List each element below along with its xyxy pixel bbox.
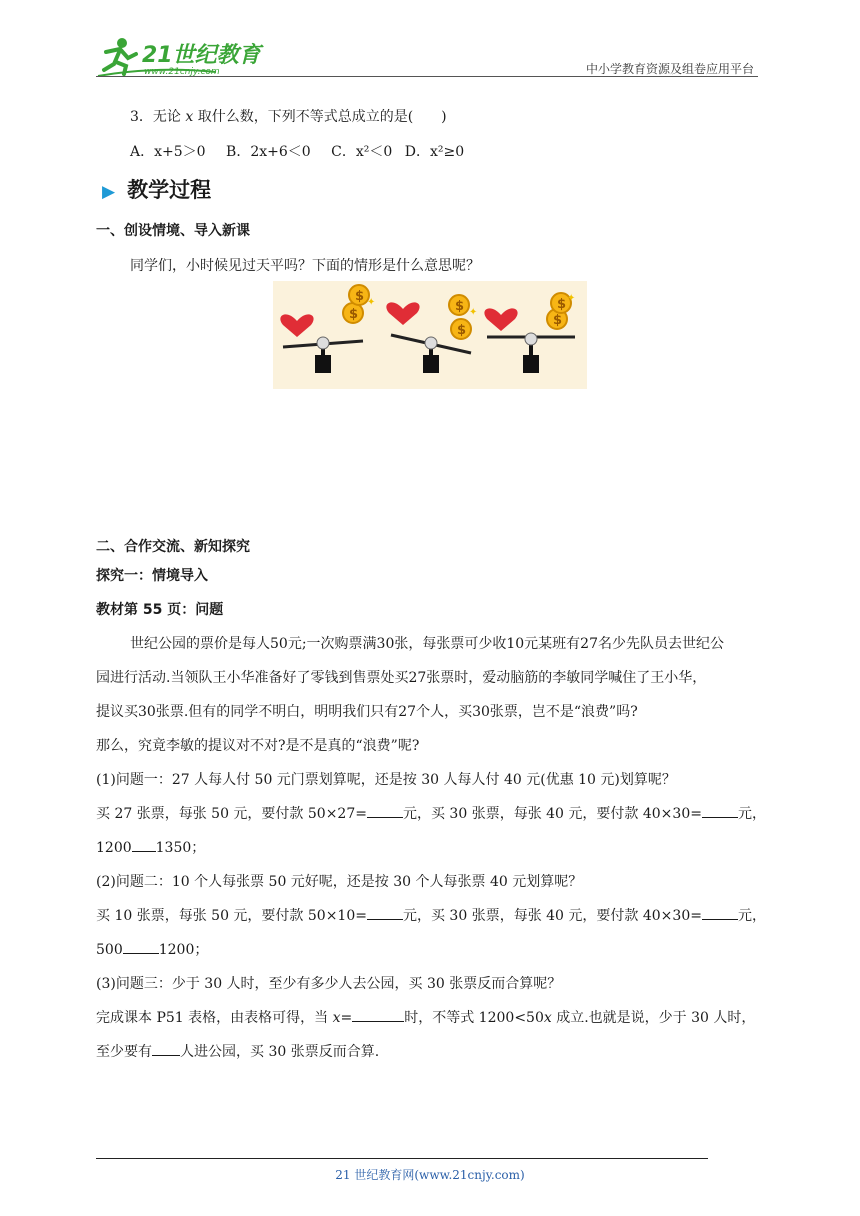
question-one-compare-line: 1200 1350；: [96, 840, 206, 856]
compare-blank[interactable]: [123, 941, 159, 954]
question-two-answer-line: 买 10 张票，每张 50 元，要付款 50×10= 元，买 30 张票，每张 40 元，要付款 40×30= 元，: [96, 908, 766, 924]
answer-blank[interactable]: [152, 1043, 180, 1056]
platform-name: 中小学教育资源及组卷应用平台: [585, 62, 754, 76]
question-two: (2)问题二：10 个人每张票 50 元好呢，还是按 30 个人每张票 40 元划算呢？: [96, 874, 583, 890]
footer-rule: [96, 1158, 708, 1159]
question-one: (1)问题一：27 人每人付 50 元门票划算呢，还是按 30 人每人付 40 元(优惠 10 元)划算呢？: [96, 772, 676, 788]
question-one-answer-line: 买 27 张票，每张 50 元，要付款 50×27= 元，买 30 张票，每张 40 元，要付款 40×30= 元，: [96, 806, 766, 822]
part1-text: 同学们，小时候见过天平吗？下面的情形是什么意思呢？: [130, 258, 480, 274]
problem-paragraph-4: 那么，究竟李敏的提议对不对?是不是真的“浪费”呢?: [96, 738, 420, 754]
question-3-stem: 3．无论 x 取什么数，下列不等式总成立的是( ): [130, 109, 447, 125]
page-header: [96, 36, 758, 78]
problem-paragraph-1: 世纪公园的票价是每人50元;一次购票满30张，每张票可少收10元某班有27名少先队员去世纪公: [130, 636, 724, 652]
option-b: 2x+6＜0: [250, 144, 311, 160]
svg-text:✦: ✦: [567, 293, 576, 304]
problem-paragraph-2: 园进行活动.当领队王小华准备好了零钱到售票处买27张票时，爱动脑筋的李敏同学喊住了王小华，: [96, 670, 707, 686]
balance-scales-illustration: $ ✦ ✦ ✦: [273, 281, 587, 389]
footer-text[interactable]: 21 世纪教育网(www.21cnjy.com): [335, 1168, 525, 1182]
part1-heading: 一、创设情境、导入新课: [96, 223, 250, 239]
logo-21cnjy: [96, 36, 276, 78]
svg-text:✦: ✦: [367, 297, 376, 308]
svg-text:21世纪教育: 21世纪教育: [142, 43, 261, 68]
answer-blank[interactable]: [702, 907, 738, 920]
balance-scales-image: [269, 275, 587, 389]
answer-blank[interactable]: [702, 805, 738, 818]
inquiry1-heading: 探究一：情境导入: [96, 568, 208, 584]
svg-text:✦: ✦: [469, 307, 478, 318]
textbook-reference: 教材第 55 页：问题: [96, 602, 224, 618]
answer-blank[interactable]: [352, 1009, 404, 1022]
question-3-options: A．x+5＞0 B．2x+6＜0 C．x²＜0 D．x²≥0: [130, 144, 465, 160]
answer-blank[interactable]: [367, 907, 403, 920]
option-c: x²＜0: [355, 144, 393, 160]
svg-text:www.21cnjy.com: www.21cnjy.com: [144, 67, 220, 77]
option-a: x+5＞0: [154, 144, 206, 160]
part2-heading: 二、合作交流、新知探究: [96, 539, 250, 555]
compare-blank[interactable]: [132, 839, 156, 852]
answer-blank[interactable]: [367, 805, 403, 818]
question-two-compare-line: 500 1200；: [96, 942, 209, 958]
header-rule: [96, 76, 758, 77]
question-three: (3)问题三：少于 30 人时，至少有多少人去公园，买 30 张票反而合算呢？: [96, 976, 562, 992]
question-three-conclusion-line: 至少要有 人进公园，买 30 张票反而合算.: [96, 1044, 380, 1060]
triangle-marker-icon: ▶: [102, 182, 116, 202]
section-title: ▶ 教学过程: [102, 178, 212, 202]
option-d: x²≥0: [429, 144, 465, 160]
problem-paragraph-3: 提议买30张票.但有的同学不明白，明明我们只有27个人，买30张票，岂不是“浪费”吗?: [96, 704, 638, 720]
question-three-answer-line: 完成课本 P51 表格，由表格可得，当 x= 时，不等式 1200<50x 成立.也就是说，少于 30 人时，: [96, 1010, 756, 1026]
